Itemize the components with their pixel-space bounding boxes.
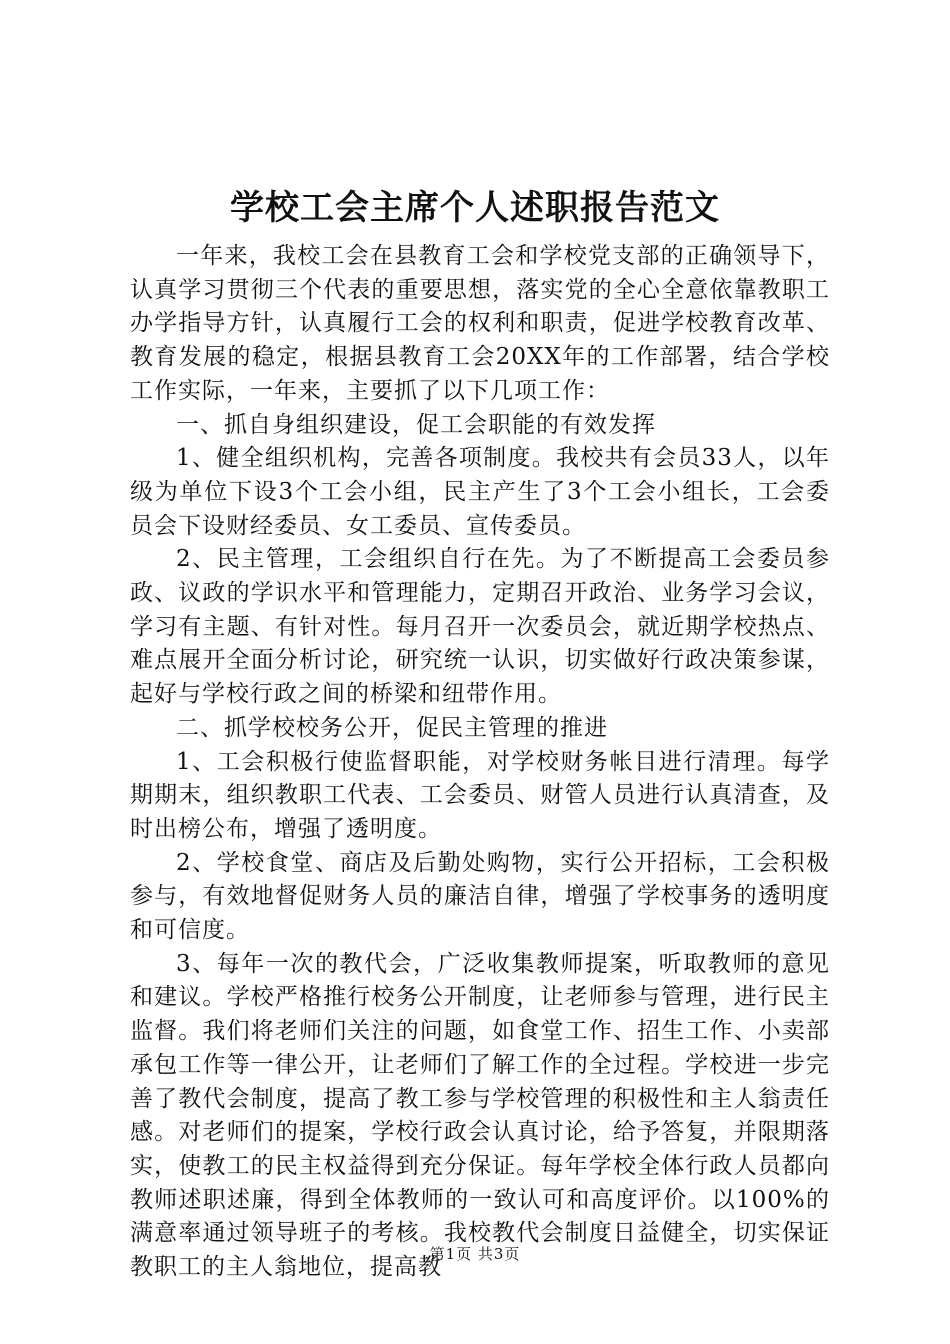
paragraph-1-1: 1、健全组织机构，完善各项制度。我校共有会员33人，以年级为单位下设3个工会小组，民主产生了3个工会小组长，工会委员会下设财经委员、女工委员、宣传委员。 [130, 445, 830, 539]
document-body [130, 240, 830, 1285]
paragraph-2-3: 3、每年一次的教代会，广泛收集教师提案，听取教师的意见和建议。学校严格推行校务公开制度，让老师参与管理，进行民主监督。我们将老师们关注的问题，如食堂工作、招生工作、小卖部承包工作等一律公开，让老师们了解工作的全过程。学校进一步完善了教代会制度，提高了教工参与学校管理的积极性和主人翁责任感。对老师们的提案，学校行政会认真讨论，给予答复，并限期落实，使教工的民主权益得到充分保证。每年学校全体行政人员都向教师述职述廉，得到全体教师的一致认可和高度评价。以100%的满意率通过领导班子的考核。我校教代会制度日益健全，切实保证教职工的主人翁地位，提高教 [130, 950, 830, 1281]
section-heading-1: 一、抓自身组织建设，促工会职能的有效发挥 [176, 411, 656, 438]
paragraph-2-1: 1、工会积极行使监督职能，对学校财务帐目进行清理。每学期期末，组织教职工代表、工会委员、财管人员进行认真清查，及时出榜公布，增强了透明度。 [130, 748, 830, 842]
document-title: 学校工会主席个人述职报告范文 [230, 188, 720, 228]
paragraph-2-2: 2、学校食堂、商店及后勤处购物，实行公开招标，工会积极参与，有效地督促财务人员的廉洁自律，增强了学校事务的透明度和可信度。 [130, 849, 830, 944]
paragraph-1-2: 2、民主管理，工会组织自行在先。为了不断提高工会委员参政、议政的学识水平和管理能力，定期召开政治、业务学习会议，学习有主题、有针对性。每月召开一次委员会，就近期学校热点、难点展开全面分析讨论，研究统一认识，切实做好行政决策参谋，起好与学校行政之间的桥梁和纽带作用。 [130, 546, 830, 708]
page-footer: 第1页 共3页 [429, 1245, 521, 1263]
paragraph-intro: 一年来，我校工会在县教育工会和学校党支部的正确领导下，认真学习贯彻三个代表的重要思想，落实党的全心全意依靠教职工办学指导方针，认真履行工会的权利和职责，促进学校教育改革、教育发展的稳定，根据县教育工会20XX年的工作部署，结合学校工作实际，一年来，主要抓了以下几项工作： [130, 243, 830, 404]
section-heading-2: 二、抓学校校务公开，促民主管理的推进 [176, 714, 608, 741]
